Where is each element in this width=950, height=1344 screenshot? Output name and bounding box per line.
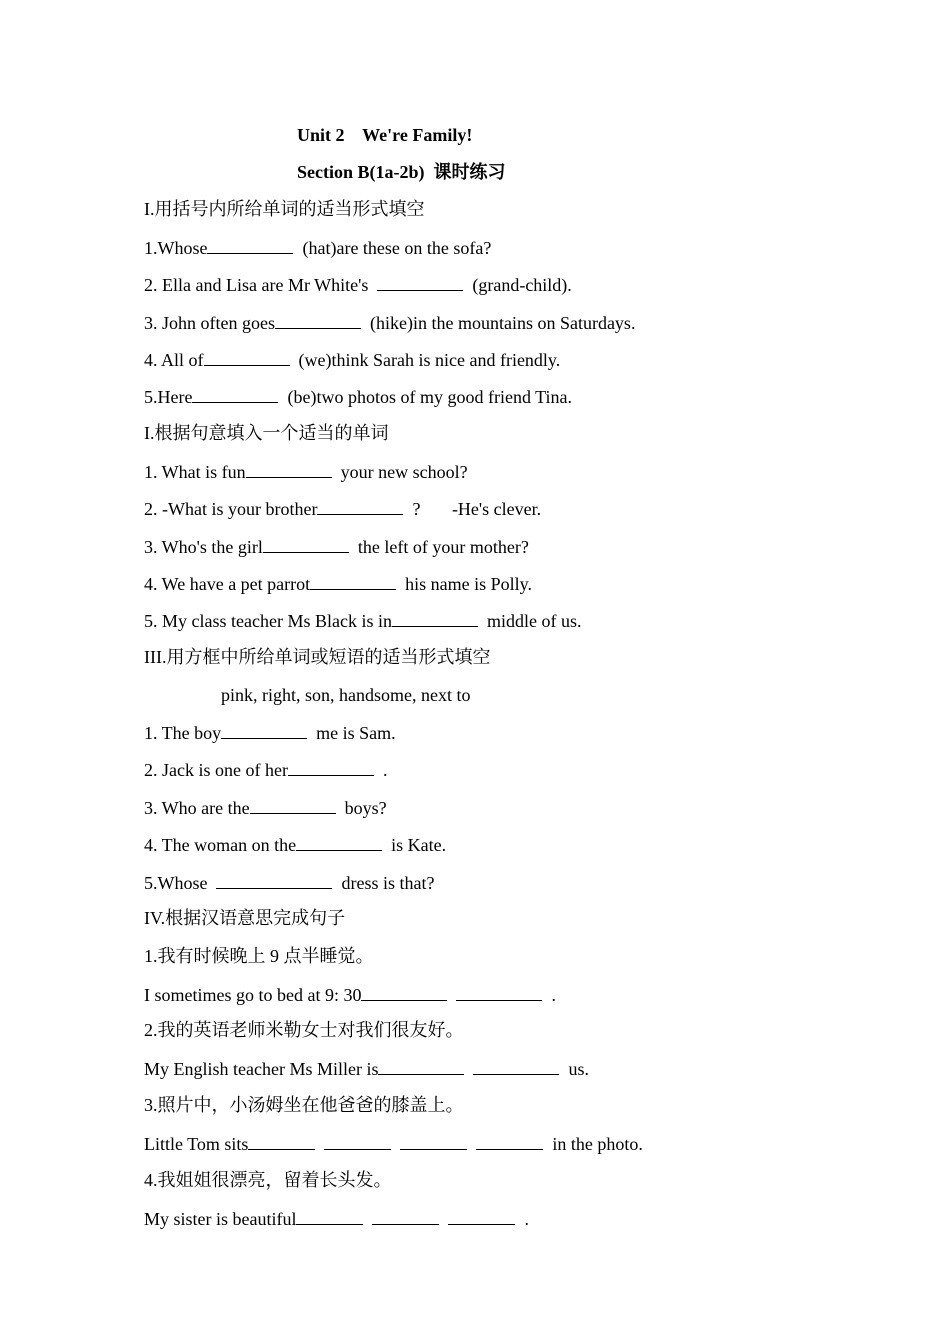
answer-blank[interactable] xyxy=(204,348,290,366)
exercise-item: 1. What is fun your new school? xyxy=(144,462,468,482)
answer-blank[interactable] xyxy=(192,385,278,403)
answer-blank[interactable] xyxy=(216,871,332,889)
exercise-item: 5.Whose dress is that? xyxy=(144,873,435,893)
answer-blank[interactable] xyxy=(473,1057,559,1075)
answer-blank[interactable] xyxy=(207,236,293,254)
answer-blank[interactable] xyxy=(296,833,382,851)
answer-blank[interactable] xyxy=(377,273,463,291)
page-title: Unit 2 We're Family! xyxy=(297,125,473,145)
section-heading: III.用方框中所给单词或短语的适当形式填空 xyxy=(144,647,491,667)
answer-blank[interactable] xyxy=(400,1132,467,1150)
exercise-item: 2. -What is your brother ? -He's clever. xyxy=(144,499,542,519)
exercise-item: 4. All of (we)think Sarah is nice and friendly. xyxy=(144,350,561,370)
exercise-item: 5.Here (be)two photos of my good friend Tina. xyxy=(144,387,572,407)
section-heading: I.用括号内所给单词的适当形式填空 xyxy=(144,199,425,219)
exercise-item: 3. John often goes (hike)in the mountains on Saturdays. xyxy=(144,313,636,333)
answer-blank[interactable] xyxy=(372,1207,439,1225)
exercise-item: 1.Whose (hat)are these on the sofa? xyxy=(144,238,492,258)
exercise-item: 4. The woman on the is Kate. xyxy=(144,835,447,855)
section-heading: IV.根据汉语意思完成句子 xyxy=(144,908,346,928)
answer-blank[interactable] xyxy=(263,535,349,553)
answer-blank[interactable] xyxy=(250,796,336,814)
answer-blank[interactable] xyxy=(378,1057,464,1075)
answer-blank[interactable] xyxy=(221,721,307,739)
exercise-item: 3. Who are the boys? xyxy=(144,798,387,818)
chinese-prompt: 4.我姐姐很漂亮，留着长头发。 xyxy=(144,1170,392,1190)
exercise-item: 2. Jack is one of her . xyxy=(144,760,388,780)
exercise-item: 5. My class teacher Ms Black is in middle of us. xyxy=(144,611,582,631)
answer-blank[interactable] xyxy=(248,1132,315,1150)
section-heading: I.根据句意填入一个适当的单词 xyxy=(144,423,389,443)
exercise-item: 4. We have a pet parrot his name is Polly. xyxy=(144,574,532,594)
answer-blank[interactable] xyxy=(456,983,542,1001)
answer-blank[interactable] xyxy=(476,1132,543,1150)
exercise-item: My English teacher Ms Miller is us. xyxy=(144,1059,589,1079)
exercise-item: Little Tom sits in the photo. xyxy=(144,1134,643,1154)
chinese-prompt: 1.我有时候晚上 9 点半睡觉。 xyxy=(144,946,374,966)
exercise-item: 3. Who's the girl the left of your mother? xyxy=(144,537,529,557)
answer-blank[interactable] xyxy=(361,983,447,1001)
answer-blank[interactable] xyxy=(288,758,374,776)
word-bank: pink, right, son, handsome, next to xyxy=(221,685,471,705)
exercise-item: I sometimes go to bed at 9: 30 . xyxy=(144,985,556,1005)
answer-blank[interactable] xyxy=(324,1132,391,1150)
chinese-prompt: 3.照片中，小汤姆坐在他爸爸的膝盖上。 xyxy=(144,1095,464,1115)
answer-blank[interactable] xyxy=(317,497,403,515)
answer-blank[interactable] xyxy=(448,1207,515,1225)
exercise-item: My sister is beautiful . xyxy=(144,1209,529,1229)
answer-blank[interactable] xyxy=(392,609,478,627)
page-subtitle: Section B(1a-2b) 课时练习 xyxy=(297,162,506,182)
answer-blank[interactable] xyxy=(310,572,396,590)
exercise-item: 2. Ella and Lisa are Mr White's (grand-child). xyxy=(144,275,572,295)
answer-blank[interactable] xyxy=(275,311,361,329)
answer-blank[interactable] xyxy=(246,460,332,478)
chinese-prompt: 2.我的英语老师米勒女士对我们很友好。 xyxy=(144,1020,464,1040)
answer-blank[interactable] xyxy=(296,1207,363,1225)
exercise-item: 1. The boy me is Sam. xyxy=(144,723,396,743)
